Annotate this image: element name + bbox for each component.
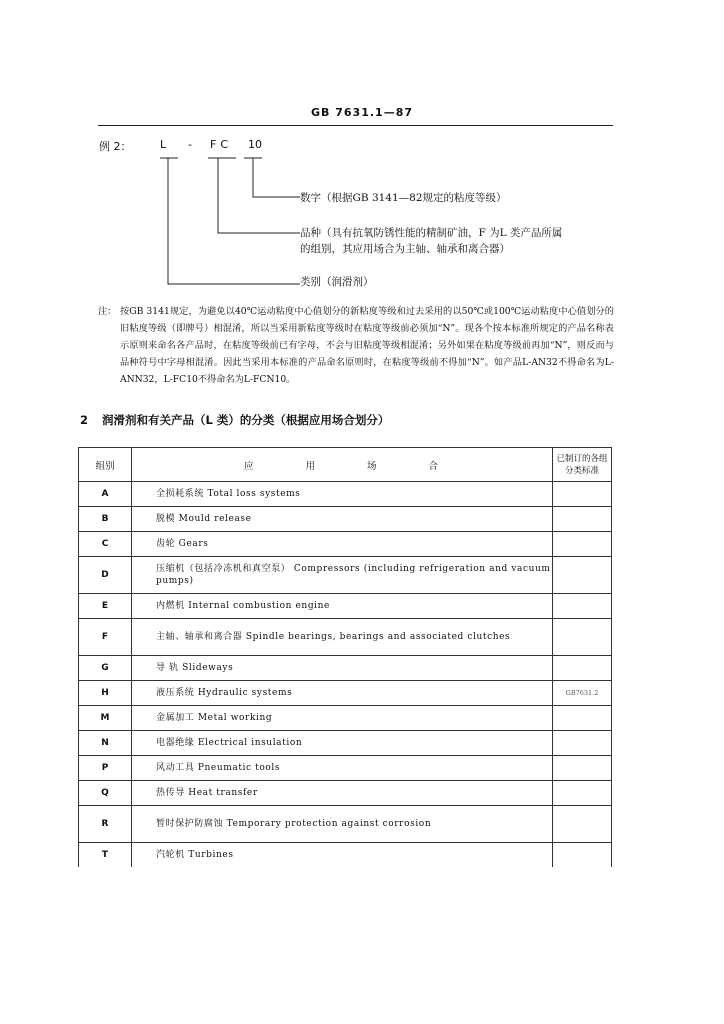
- group-cell: N: [79, 731, 132, 756]
- application-cell: 齿轮 Gears: [132, 532, 553, 557]
- standard-cell: [553, 731, 612, 756]
- classification-table: [78, 447, 612, 867]
- group-cell: E: [79, 594, 132, 619]
- section-title-text: 润滑剂和有关产品（L 类）的分类（根据应用场合划分）: [102, 413, 390, 427]
- table-row: [79, 706, 612, 731]
- standard-cell: [553, 806, 612, 843]
- application-cell: 液压系统 Hydraulic systems: [132, 681, 553, 706]
- table-row: [79, 532, 612, 557]
- annotation-class: 类别（润滑剂）: [300, 276, 374, 288]
- standard-cell: [553, 781, 612, 806]
- application-cell: 汽轮机 Turbines: [132, 843, 553, 868]
- note-label: 注：: [98, 306, 117, 317]
- annotation-variety-line2: 的组别，其应用场合为主轴、轴承和离合器）: [300, 243, 510, 255]
- standard-cell: [553, 706, 612, 731]
- table-header-row: [79, 448, 612, 482]
- table-row: [79, 594, 612, 619]
- table-row: [79, 482, 612, 507]
- standard-cell: [553, 843, 612, 868]
- table-row: [79, 806, 612, 843]
- header-standard: 已制订的各组分类标准: [553, 448, 612, 482]
- group-cell: T: [79, 843, 132, 868]
- table-row: [79, 731, 612, 756]
- application-cell: 电器绝缘 Electrical insulation: [132, 731, 553, 756]
- group-cell: H: [79, 681, 132, 706]
- standard-cell: [553, 482, 612, 507]
- application-cell: 风动工具 Pneumatic tools: [132, 756, 553, 781]
- group-cell: D: [79, 557, 132, 594]
- note-text: 按GB 3141规定，为避免以40℃运动粘度中心值划分的新粘度等级和过去采用的以50℃或100℃运动粘度中心值划分的旧粘度等级（即牌号）相混淆，所以当采用新粘度等级时在粘度等级前必须加“N”。现各个按本标准所规定的产品名称表示原则来命名各产品时，在粘度等级前已有字母，不会与旧粘度等级相混淆；另外如果在粘度等级前再加“N”，则反而与品种符号中字母相混淆。因此当采用本标准的产品命名原则时，在粘度等级前不得加“N”。如产品L-AN32不得命名为L-ANN32，L-FC10不得命名为L-FCN10。: [120, 306, 614, 385]
- application-cell: 内燃机 Internal combustion engine: [132, 594, 553, 619]
- table-row: [79, 756, 612, 781]
- group-cell: B: [79, 507, 132, 532]
- annotation-number: 数字（根据GB 3141—82规定的粘度等级）: [300, 192, 507, 204]
- header-application: 应用场合: [132, 448, 553, 482]
- group-cell: A: [79, 482, 132, 507]
- example-dash: -: [188, 138, 192, 151]
- application-cell: 主轴、轴承和离合器 Spindle bearings, bearings and associated clutches: [132, 619, 553, 656]
- table-row: [79, 656, 612, 681]
- example-grade: 10: [248, 138, 262, 151]
- application-cell: 金属加工 Metal working: [132, 706, 553, 731]
- group-cell: M: [79, 706, 132, 731]
- standard-cell: [553, 557, 612, 594]
- group-cell: R: [79, 806, 132, 843]
- table-row: [79, 781, 612, 806]
- application-cell: 热传导 Heat transfer: [132, 781, 553, 806]
- example-class-letter: L: [160, 138, 167, 151]
- application-cell: 脱模 Mould release: [132, 507, 553, 532]
- standard-header: GB 7631.1—87: [311, 106, 413, 119]
- standard-cell: GB7631.2: [553, 681, 612, 706]
- group-cell: Q: [79, 781, 132, 806]
- table-row: [79, 507, 612, 532]
- annotation-variety: [300, 225, 610, 257]
- annotation-variety-line1: 品种（具有抗氧防锈性能的精制矿油，F 为L 类产品所属: [300, 227, 563, 239]
- group-cell: C: [79, 532, 132, 557]
- application-cell: 压缩机（包括冷冻机和真空泵） Compressors (including refrigeration and vacuum pumps): [132, 557, 553, 594]
- standard-cell: [553, 756, 612, 781]
- table-row: [79, 681, 612, 706]
- example-variety: FC: [210, 138, 233, 151]
- group-cell: P: [79, 756, 132, 781]
- group-cell: F: [79, 619, 132, 656]
- application-cell: 全损耗系统 Total loss systems: [132, 482, 553, 507]
- standard-cell: [553, 656, 612, 681]
- note-block: [98, 303, 614, 388]
- application-cell: 导 轨 Slideways: [132, 656, 553, 681]
- example-label: 例 2：: [99, 140, 132, 153]
- table-row: [79, 557, 612, 594]
- application-cell: 暂时保护防腐蚀 Temporary protection against corrosion: [132, 806, 553, 843]
- header-group: 组别: [79, 448, 132, 482]
- group-cell: G: [79, 656, 132, 681]
- table-row: [79, 619, 612, 656]
- section-number: 2: [80, 413, 89, 427]
- standard-cell: [553, 507, 612, 532]
- standard-cell: [553, 619, 612, 656]
- section-title: [80, 412, 389, 428]
- table-row: [79, 843, 612, 868]
- standard-cell: [553, 532, 612, 557]
- standard-cell: [553, 594, 612, 619]
